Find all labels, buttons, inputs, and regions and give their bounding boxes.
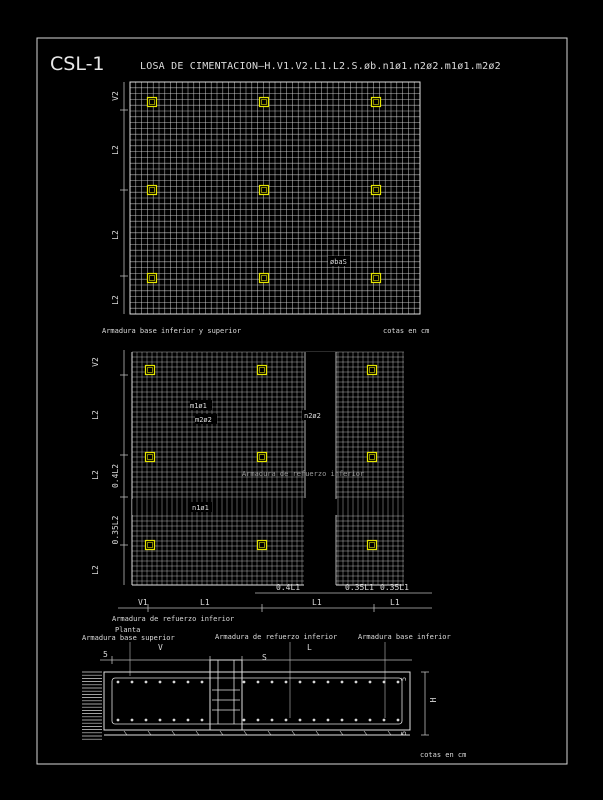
plan2-label-n1: n1ø1 — [192, 504, 209, 512]
plan1-column — [372, 186, 381, 195]
rebar-dot — [299, 681, 302, 684]
plan2-column — [258, 453, 267, 462]
rebar-dot — [173, 719, 176, 722]
plan1-bar-tag: øbaS — [330, 258, 347, 266]
plan2-column — [258, 541, 267, 550]
section-title: Planta — [115, 626, 141, 634]
plan2-dim-l2b: L2 — [91, 565, 100, 575]
section-slab — [104, 672, 410, 730]
base-mark — [196, 731, 199, 735]
plan1-caption-right: cotas en cm — [383, 327, 430, 335]
plan2-column — [368, 541, 377, 550]
rebar-dot — [369, 681, 372, 684]
rebar-dot — [397, 719, 400, 722]
rebar-dot — [383, 719, 386, 722]
base-mark — [364, 731, 367, 735]
rebar-dot — [327, 681, 330, 684]
section-dim-5-left: 5 — [103, 650, 108, 659]
base-mark — [124, 731, 127, 735]
rebar-dot — [327, 719, 330, 722]
rebar-dot — [145, 719, 148, 722]
plan2-dim-v1: V1 — [138, 598, 148, 607]
section-dim-h: H — [429, 697, 438, 703]
base-mark — [340, 731, 343, 735]
rebar-dot — [257, 719, 260, 722]
plan2-dim-l1a: L1 — [200, 598, 210, 607]
rebar-dot — [201, 681, 204, 684]
plan1-column — [372, 98, 381, 107]
plan1-column — [260, 186, 269, 195]
rebar-dot — [369, 719, 372, 722]
plan2-label-m2: m2ø2 — [195, 416, 212, 424]
rebar-dot — [285, 719, 288, 722]
rebar-dot — [187, 719, 190, 722]
section-ground-hatch — [82, 672, 102, 739]
sheet-title: LOSA DE CIMENTACION—H.V1.V2.L1.L2.S.øb.n1ø1.n2ø2.m1ø1.m2ø2 — [140, 61, 501, 72]
rebar-dot — [341, 719, 344, 722]
plan2-dim-l1c: L1 — [390, 598, 400, 607]
plan2-group — [91, 350, 432, 623]
plan1-dim-l2c: L2 — [111, 295, 120, 305]
plan1-column — [148, 186, 157, 195]
section-dim-s: S — [262, 653, 267, 662]
section-caption: cotas en cm — [420, 751, 467, 759]
rebar-dot — [355, 681, 358, 684]
rebar-dot — [131, 719, 134, 722]
rebar-dot — [299, 719, 302, 722]
base-mark — [172, 731, 175, 735]
plan1-dim-l2a: L2 — [111, 145, 120, 155]
rebar-dot — [159, 719, 162, 722]
plan1-dim-l2b: L2 — [111, 230, 120, 240]
section-dim-5-top: 5 — [400, 676, 408, 682]
rebar-dot — [187, 681, 190, 684]
rebar-dot — [159, 681, 162, 684]
rebar-dot — [117, 719, 120, 722]
plan2-column — [146, 541, 155, 550]
plan1-column — [260, 98, 269, 107]
rebar-dot — [131, 681, 134, 684]
rebar-dot — [173, 681, 176, 684]
plan1-group — [102, 82, 429, 335]
rebar-dot — [243, 681, 246, 684]
plan2-dim-035l2: 0.35L2 — [111, 515, 120, 545]
rebar-dot — [117, 681, 120, 684]
base-mark — [316, 731, 319, 735]
plan1-column — [260, 274, 269, 283]
plan1-dim-v2: V2 — [111, 91, 120, 101]
sheet-code: CSL-1 — [50, 53, 105, 75]
base-mark — [268, 731, 271, 735]
plan2-column — [368, 366, 377, 375]
section-dim-v: V — [158, 643, 163, 652]
plan2-column — [146, 453, 155, 462]
plan2-label-n2: n2ø2 — [304, 412, 321, 420]
rebar-dot — [201, 719, 204, 722]
plan2-dim-04l2: 0.4L2 — [111, 463, 120, 489]
base-mark — [220, 731, 223, 735]
section-label-top-right: Armadura base inferior — [358, 633, 451, 641]
plan1-column — [148, 274, 157, 283]
plan2-label-overlay: Armadura de refuerzo inferior — [242, 470, 365, 478]
plan2-dim-035l1b: 0.35L1 — [380, 583, 409, 592]
plan2-dim-035l1a: 0.35L1 — [345, 583, 374, 592]
rebar-dot — [271, 681, 274, 684]
rebar-dot — [341, 681, 344, 684]
plan1-caption-left: Armadura base inferior y superior — [102, 327, 242, 335]
rebar-dot — [313, 681, 316, 684]
plan2-dim-l2a: L2 — [91, 410, 100, 420]
plan2-dim-l1b: L1 — [312, 598, 322, 607]
rebar-dot — [313, 719, 316, 722]
rebar-dot — [243, 719, 246, 722]
section-label-top-left: Armadura base superior — [82, 634, 175, 642]
plan2-dim-l2-outer: L2 — [91, 470, 100, 480]
plan2-gap — [304, 352, 336, 586]
base-mark — [292, 731, 295, 735]
section-label-top-center: Armadura de refuerzo inferior — [215, 633, 338, 641]
base-mark — [388, 731, 391, 735]
plan2-columns — [146, 366, 377, 550]
plan2-label-m1: m1ø1 — [190, 402, 207, 410]
section-dim-l: L — [307, 643, 312, 652]
plan2-dim-v2: V2 — [91, 357, 100, 367]
plan2-dim-04l1: 0.4L1 — [276, 583, 301, 592]
rebar-dot — [271, 719, 274, 722]
base-mark — [244, 731, 247, 735]
rebar-dot — [285, 681, 288, 684]
plan1-column — [148, 98, 157, 107]
base-mark — [148, 731, 151, 735]
plan2-caption-left: Armadura de refuerzo inferior — [112, 615, 235, 623]
section-rebar-cage — [112, 678, 402, 724]
plan2-column — [146, 366, 155, 375]
plan2-column — [258, 366, 267, 375]
section-group — [82, 626, 466, 759]
section-dim-5-bottom: 5 — [400, 730, 408, 736]
section-column — [210, 660, 242, 730]
rebar-dot — [355, 719, 358, 722]
plan1-column — [372, 274, 381, 283]
rebar-dot — [383, 681, 386, 684]
plan2-mesh — [132, 352, 404, 586]
plan2-column — [368, 453, 377, 462]
rebar-dot — [145, 681, 148, 684]
section-rebar-dots — [117, 681, 400, 722]
rebar-dot — [397, 681, 400, 684]
section-base-marks — [124, 731, 391, 735]
rebar-dot — [257, 681, 260, 684]
